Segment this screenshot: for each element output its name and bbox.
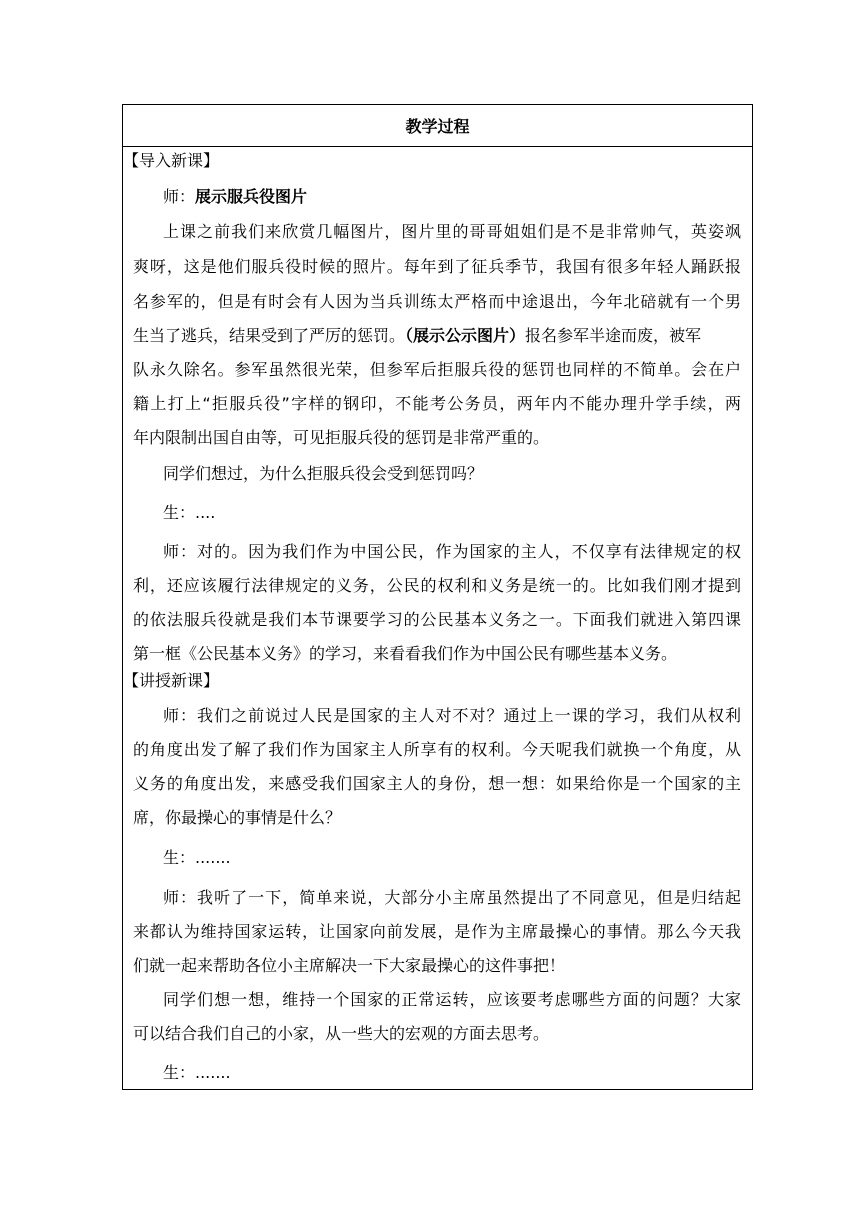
student-answer-2: 生：....... <box>163 848 231 867</box>
lesson-para-1-line-3: 义务的角度出发，来感受我们国家主人的身份，想一想：如果给你是一个国家的主 <box>133 774 741 793</box>
intro-para-line-1: 上课之前我们来欣赏几幅图片，图片里的哥哥姐姐们是不是非常帅气，英姿飒 <box>163 222 741 241</box>
intro-para-line-7: 年内限制出国自由等，可见拒服兵役的惩罚是非常严重的。 <box>133 428 550 447</box>
show-notice-images: （展示公示图片） <box>405 326 526 345</box>
question-line: 同学们想过，为什么拒服兵役会受到惩罚吗？ <box>163 464 484 483</box>
intro-para-line-4-b: 报名参军半途而废，被军 <box>525 326 702 345</box>
lesson-para-1-line-4: 席，你最操心的事情是什么？ <box>133 808 342 827</box>
teacher-para-2-line-2: 利，还应该履行法律规定的义务，公民的权利和义务是统一的。比如我们刚才提到 <box>133 576 741 595</box>
student-answer-3: 生：....... <box>163 1063 231 1082</box>
lesson-table <box>122 104 753 1090</box>
lesson-para-3-line-1: 同学们想一想，维持一个国家的正常运转，应该要考虑哪些方面的问题？大家 <box>163 990 741 1009</box>
intro-para-line-6: 籍上打上“拒服兵役”字样的钢印，不能考公务员，两年内不能办理升学手续，两 <box>133 394 741 413</box>
teacher-label: 师： <box>163 187 196 206</box>
teacher-para-2-line-4: 第一框《公民基本义务》的学习，来看看我们作为中国公民有哪些基本义务。 <box>133 644 678 663</box>
student-answer-1: 生：.... <box>163 503 216 522</box>
teacher-show-line <box>133 184 741 210</box>
show-soldier-images: 展示服兵役图片 <box>195 187 308 206</box>
lesson-para-3-line-2: 可以结合我们自己的小家，从一些大的宏观的方面去思考。 <box>133 1024 550 1043</box>
lesson-para-1-line-2: 的角度出发了解了我们作为国家主人所享有的权利。今天呢我们就换一个角度，从 <box>133 740 741 759</box>
intro-para-line-4-a: 生当了逃兵，结果受到了严厉的惩罚。 <box>133 326 406 345</box>
lesson-para-1-line-1: 师：我们之前说过人民是国家的主人对不对？通过上一课的学习，我们从权利 <box>163 706 741 725</box>
table-header: 教学过程 <box>123 105 752 147</box>
section-heading-new-lesson: 【讲授新课】 <box>123 671 220 690</box>
lesson-para-2-line-2: 来都认为维持国家运转，让国家向前发展，是作为主席最操心的事情。那么今天我 <box>133 922 741 941</box>
lesson-para-2-line-1: 师：我听了一下，简单来说，大部分小主席虽然提出了不同意见，但是归结起 <box>163 888 741 907</box>
teacher-para-2-line-1: 师：对的。因为我们作为中国公民，作为国家的主人，不仅享有法律规定的权 <box>163 542 741 561</box>
intro-para-line-5: 队永久除名。参军虽然很光荣，但参军后拒服兵役的惩罚也同样的不简单。会在户 <box>133 360 741 379</box>
section-heading-intro: 【导入新课】 <box>123 151 220 170</box>
intro-para-line-4 <box>133 323 741 349</box>
intro-para-line-2: 爽呀，这是他们服兵役时候的照片。每年到了征兵季节，我国有很多年轻人踊跃报 <box>133 257 741 276</box>
lesson-para-2-line-3: 们就一起来帮助各位小主席解决一下大家最操心的这件事把！ <box>133 956 566 975</box>
teacher-para-2-line-3: 的依法服兵役就是我们本节课要学习的公民基本义务之一。下面我们就进入第四课 <box>133 610 741 629</box>
intro-para-line-3: 名参军的，但是有时会有人因为当兵训练太严格而中途退出，今年北碚就有一个男 <box>133 292 741 311</box>
